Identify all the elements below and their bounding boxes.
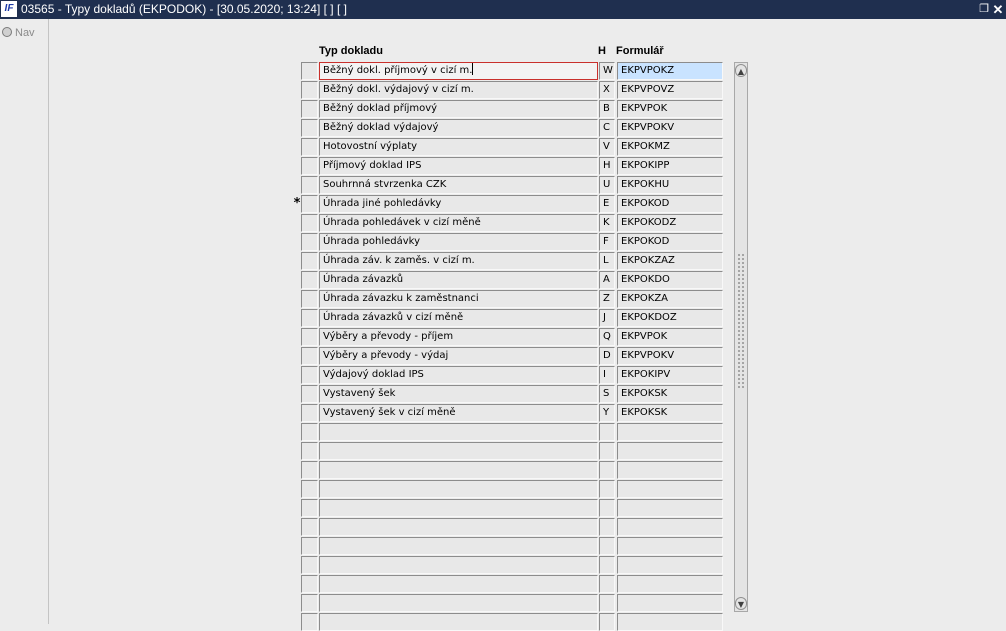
formular-cell-text: EKPVPOK bbox=[621, 103, 668, 114]
h-cell-text: C bbox=[603, 122, 610, 133]
row-selector[interactable] bbox=[301, 252, 318, 270]
scrollbar-thumb[interactable] bbox=[737, 253, 745, 389]
record-marker: * bbox=[293, 196, 301, 211]
h-cell-text: Y bbox=[603, 407, 610, 418]
window-title: 03565 - Typy dokladů (EKPODOK) - [30.05.2020; 13:24] [ ] [ ] bbox=[21, 2, 347, 16]
formular-cell[interactable] bbox=[617, 119, 723, 137]
formular-cell[interactable] bbox=[617, 461, 723, 479]
h-cell[interactable] bbox=[599, 385, 615, 403]
row-selector[interactable] bbox=[301, 480, 318, 498]
formular-cell[interactable] bbox=[617, 290, 723, 308]
h-cell-text: H bbox=[603, 160, 611, 171]
typ-dokladu-cell[interactable] bbox=[319, 290, 598, 308]
app-logo-icon: IF bbox=[1, 1, 17, 17]
typ-dokladu-cell[interactable] bbox=[319, 309, 598, 327]
h-cell-text: A bbox=[603, 274, 610, 285]
h-cell-text: V bbox=[603, 141, 610, 152]
h-cell[interactable] bbox=[599, 556, 615, 574]
h-cell[interactable] bbox=[599, 233, 615, 251]
h-cell-text: D bbox=[603, 350, 611, 361]
typ-dokladu-cell[interactable] bbox=[319, 575, 598, 593]
row-selector[interactable] bbox=[301, 138, 318, 156]
formular-cell[interactable] bbox=[617, 366, 723, 384]
typ-dokladu-cell-text: Úhrada závazků v cizí měně bbox=[323, 312, 464, 323]
row-selector[interactable] bbox=[301, 81, 318, 99]
formular-cell[interactable] bbox=[617, 480, 723, 498]
formular-cell[interactable] bbox=[617, 271, 723, 289]
typ-dokladu-cell-text: Souhrnná stvrzenka CZK bbox=[323, 179, 447, 190]
row-selector[interactable] bbox=[301, 62, 318, 80]
formular-cell-text: EKPOKSK bbox=[621, 388, 668, 399]
formular-cell[interactable] bbox=[617, 233, 723, 251]
row-selector[interactable] bbox=[301, 176, 318, 194]
row-selector[interactable] bbox=[301, 518, 318, 536]
close-icon[interactable]: ✕ bbox=[992, 2, 1004, 17]
typ-dokladu-cell-text: Úhrada pohledávek v cizí měně bbox=[323, 217, 481, 228]
row-selector[interactable] bbox=[301, 404, 318, 422]
typ-dokladu-cell[interactable] bbox=[319, 328, 598, 346]
typ-dokladu-cell[interactable] bbox=[319, 195, 598, 213]
row-selector[interactable] bbox=[301, 442, 318, 460]
typ-dokladu-cell[interactable] bbox=[319, 252, 598, 270]
h-cell[interactable] bbox=[599, 309, 615, 327]
h-cell[interactable] bbox=[599, 176, 615, 194]
typ-dokladu-cell[interactable] bbox=[319, 423, 598, 441]
typ-dokladu-cell-text: Vystavený šek bbox=[323, 388, 396, 399]
typ-dokladu-cell-text: Úhrada jiné pohledávky bbox=[323, 198, 442, 209]
typ-dokladu-cell[interactable] bbox=[319, 81, 598, 99]
typ-dokladu-cell[interactable] bbox=[319, 157, 598, 175]
typ-dokladu-cell-text: Výdajový doklad IPS bbox=[323, 369, 424, 380]
h-cell-text: B bbox=[603, 103, 610, 114]
h-cell[interactable] bbox=[599, 480, 615, 498]
formular-cell[interactable] bbox=[617, 423, 723, 441]
typ-dokladu-cell-text: Běžný dokl. příjmový v cizí m. bbox=[323, 65, 473, 76]
row-selector[interactable] bbox=[301, 385, 318, 403]
h-cell-text: L bbox=[603, 255, 609, 266]
formular-cell[interactable] bbox=[617, 556, 723, 574]
formular-cell[interactable] bbox=[617, 499, 723, 517]
h-cell[interactable] bbox=[599, 119, 615, 137]
h-cell[interactable] bbox=[599, 62, 615, 80]
formular-cell-text: EKPOKHU bbox=[621, 179, 670, 190]
typ-dokladu-cell[interactable] bbox=[319, 385, 598, 403]
h-cell[interactable] bbox=[599, 366, 615, 384]
row-selector[interactable] bbox=[301, 556, 318, 574]
row-selector[interactable] bbox=[301, 100, 318, 118]
typ-dokladu-cell[interactable] bbox=[319, 62, 598, 80]
h-cell-text: K bbox=[603, 217, 610, 228]
row-selector[interactable] bbox=[301, 461, 318, 479]
h-cell-text: I bbox=[603, 369, 606, 380]
formular-cell[interactable] bbox=[617, 157, 723, 175]
h-cell[interactable] bbox=[599, 252, 615, 270]
formular-cell-text: EKPOKZAZ bbox=[621, 255, 675, 266]
formular-cell[interactable] bbox=[617, 385, 723, 403]
h-cell[interactable] bbox=[599, 499, 615, 517]
row-selector[interactable] bbox=[301, 271, 318, 289]
h-cell-text: U bbox=[603, 179, 611, 190]
typ-dokladu-cell[interactable] bbox=[319, 119, 598, 137]
typ-dokladu-cell[interactable] bbox=[319, 233, 598, 251]
row-selector[interactable] bbox=[301, 594, 318, 612]
formular-cell-text: EKPOKSK bbox=[621, 407, 668, 418]
formular-cell[interactable] bbox=[617, 214, 723, 232]
typ-dokladu-cell[interactable] bbox=[319, 442, 598, 460]
row-selector[interactable] bbox=[301, 575, 318, 593]
typ-dokladu-cell[interactable] bbox=[319, 214, 598, 232]
typ-dokladu-cell[interactable] bbox=[319, 176, 598, 194]
h-cell[interactable] bbox=[599, 290, 615, 308]
column-header-typ-dokladu: Typ dokladu bbox=[319, 45, 383, 57]
scroll-down-arrow-icon[interactable]: ▼ bbox=[735, 597, 747, 610]
navigation-pane bbox=[0, 19, 49, 624]
h-cell[interactable] bbox=[599, 518, 615, 536]
radio-icon bbox=[2, 27, 12, 37]
formular-cell-text: EKPOKOD bbox=[621, 198, 670, 209]
h-cell-text: J bbox=[603, 312, 606, 323]
h-cell[interactable] bbox=[599, 195, 615, 213]
h-cell[interactable] bbox=[599, 81, 615, 99]
formular-cell[interactable] bbox=[617, 404, 723, 422]
formular-cell[interactable] bbox=[617, 442, 723, 460]
typ-dokladu-cell-text: Výběry a převody - příjem bbox=[323, 331, 454, 342]
formular-cell[interactable] bbox=[617, 176, 723, 194]
typ-dokladu-cell-text: Běžný dokl. výdajový v cizí m. bbox=[323, 84, 474, 95]
typ-dokladu-cell[interactable] bbox=[319, 480, 598, 498]
nav-label: Nav bbox=[15, 27, 35, 39]
formular-cell-text: EKPVPOKV bbox=[621, 350, 675, 361]
formular-cell[interactable] bbox=[617, 195, 723, 213]
h-cell[interactable] bbox=[599, 328, 615, 346]
typ-dokladu-cell-text: Běžný doklad výdajový bbox=[323, 122, 439, 133]
h-cell-text: S bbox=[603, 388, 610, 399]
row-selector[interactable] bbox=[301, 613, 318, 631]
typ-dokladu-cell-text: Úhrada závazku k zaměstnanci bbox=[323, 293, 479, 304]
row-selector[interactable] bbox=[301, 347, 318, 365]
h-cell-text: W bbox=[603, 65, 613, 76]
typ-dokladu-cell[interactable] bbox=[319, 518, 598, 536]
row-selector[interactable] bbox=[301, 537, 318, 555]
formular-cell-text: EKPVPOK bbox=[621, 331, 668, 342]
scroll-up-arrow-icon[interactable]: ▲ bbox=[735, 64, 747, 77]
h-cell[interactable] bbox=[599, 594, 615, 612]
formular-cell[interactable] bbox=[617, 347, 723, 365]
formular-cell-text: EKPOKMZ bbox=[621, 141, 670, 152]
formular-cell[interactable] bbox=[617, 613, 723, 631]
formular-cell[interactable] bbox=[617, 328, 723, 346]
typ-dokladu-cell[interactable] bbox=[319, 556, 598, 574]
row-selector[interactable] bbox=[301, 423, 318, 441]
formular-cell-text: EKPVPOKV bbox=[621, 122, 675, 133]
formular-cell-text: EKPOKIPV bbox=[621, 369, 671, 380]
formular-cell[interactable] bbox=[617, 518, 723, 536]
typ-dokladu-cell-text: Hotovostní výplaty bbox=[323, 141, 418, 152]
formular-cell[interactable] bbox=[617, 81, 723, 99]
h-cell[interactable] bbox=[599, 575, 615, 593]
typ-dokladu-cell-text: Úhrada závazků bbox=[323, 274, 404, 285]
typ-dokladu-cell[interactable] bbox=[319, 594, 598, 612]
typ-dokladu-cell[interactable] bbox=[319, 366, 598, 384]
typ-dokladu-cell-text: Výběry a převody - výdaj bbox=[323, 350, 449, 361]
formular-cell-text: EKPOKOD bbox=[621, 236, 670, 247]
h-cell[interactable] bbox=[599, 138, 615, 156]
row-selector[interactable] bbox=[301, 233, 318, 251]
h-cell[interactable] bbox=[599, 423, 615, 441]
h-cell-text: X bbox=[603, 84, 610, 95]
text-cursor bbox=[472, 63, 473, 75]
formular-cell-text: EKPOKDO bbox=[621, 274, 670, 285]
h-cell-text: Q bbox=[603, 331, 611, 342]
row-selector[interactable] bbox=[301, 157, 318, 175]
row-selector[interactable] bbox=[301, 214, 318, 232]
typ-dokladu-cell-text: Úhrada záv. k zaměs. v cizí m. bbox=[323, 255, 475, 266]
row-selector[interactable] bbox=[301, 366, 318, 384]
formular-cell[interactable] bbox=[617, 100, 723, 118]
typ-dokladu-cell[interactable] bbox=[319, 404, 598, 422]
formular-cell-text: EKPVPOVZ bbox=[621, 84, 675, 95]
formular-cell-text: EKPOKODZ bbox=[621, 217, 677, 228]
typ-dokladu-cell[interactable] bbox=[319, 100, 598, 118]
formular-cell-text: EKPVPOKZ bbox=[621, 65, 675, 76]
h-cell[interactable] bbox=[599, 157, 615, 175]
formular-cell-text: EKPOKIPP bbox=[621, 160, 670, 171]
row-selector[interactable] bbox=[301, 195, 318, 213]
vertical-scrollbar[interactable] bbox=[734, 62, 748, 612]
typ-dokladu-cell[interactable] bbox=[319, 537, 598, 555]
row-selector[interactable] bbox=[301, 328, 318, 346]
h-cell[interactable] bbox=[599, 100, 615, 118]
row-selector[interactable] bbox=[301, 290, 318, 308]
h-cell[interactable] bbox=[599, 442, 615, 460]
row-selector[interactable] bbox=[301, 499, 318, 517]
h-cell-text: Z bbox=[603, 293, 610, 304]
formular-cell[interactable] bbox=[617, 575, 723, 593]
h-cell-text: E bbox=[603, 198, 610, 209]
typ-dokladu-cell-text: Úhrada pohledávky bbox=[323, 236, 421, 247]
column-header-formular: Formulář bbox=[616, 45, 664, 57]
h-cell[interactable] bbox=[599, 271, 615, 289]
h-cell[interactable] bbox=[599, 537, 615, 555]
row-selector[interactable] bbox=[301, 309, 318, 327]
formular-cell[interactable] bbox=[617, 309, 723, 327]
typ-dokladu-cell[interactable] bbox=[319, 461, 598, 479]
typ-dokladu-cell-text: Běžný doklad příjmový bbox=[323, 103, 438, 114]
formular-cell[interactable] bbox=[617, 594, 723, 612]
title-bar bbox=[0, 0, 1006, 19]
typ-dokladu-cell-text: Příjmový doklad IPS bbox=[323, 160, 422, 171]
formular-cell[interactable] bbox=[617, 138, 723, 156]
typ-dokladu-cell[interactable] bbox=[319, 613, 598, 631]
restore-icon[interactable]: ❐ bbox=[979, 3, 989, 15]
h-cell[interactable] bbox=[599, 404, 615, 422]
nav-button[interactable] bbox=[2, 27, 35, 39]
formular-cell-text: EKPOKZA bbox=[621, 293, 669, 304]
typ-dokladu-cell-text: Vystavený šek v cizí měně bbox=[323, 407, 456, 418]
formular-cell-text: EKPOKDOZ bbox=[621, 312, 677, 323]
typ-dokladu-cell[interactable] bbox=[319, 138, 598, 156]
h-cell[interactable] bbox=[599, 613, 615, 631]
typ-dokladu-cell[interactable] bbox=[319, 271, 598, 289]
row-selector[interactable] bbox=[301, 119, 318, 137]
formular-cell[interactable] bbox=[617, 537, 723, 555]
h-cell[interactable] bbox=[599, 461, 615, 479]
h-cell[interactable] bbox=[599, 347, 615, 365]
h-cell-text: F bbox=[603, 236, 609, 247]
formular-cell[interactable] bbox=[617, 62, 723, 80]
h-cell[interactable] bbox=[599, 214, 615, 232]
formular-cell[interactable] bbox=[617, 252, 723, 270]
column-header-h: H bbox=[598, 45, 606, 57]
typ-dokladu-cell[interactable] bbox=[319, 347, 598, 365]
typ-dokladu-cell[interactable] bbox=[319, 499, 598, 517]
